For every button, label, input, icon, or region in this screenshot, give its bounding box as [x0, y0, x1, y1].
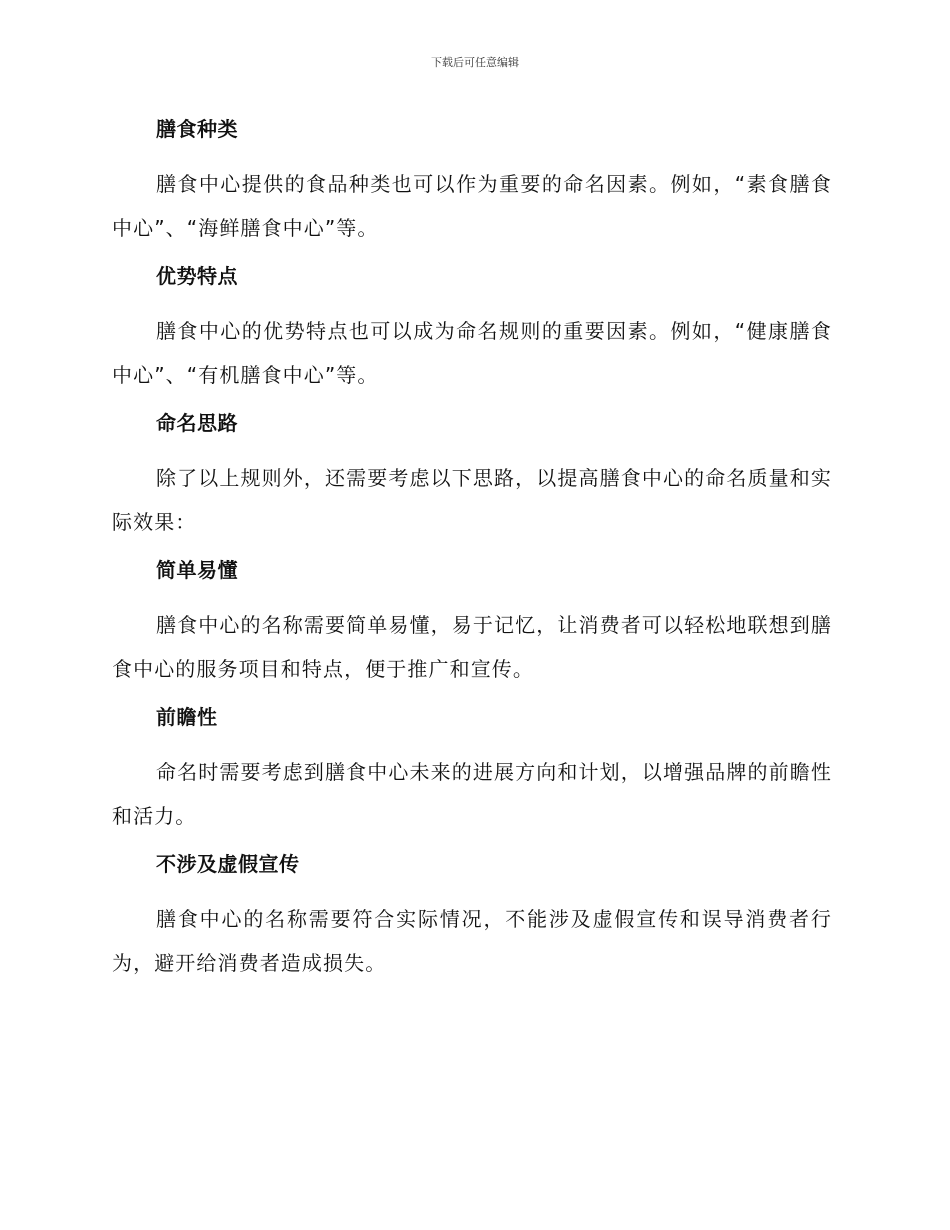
- section-paragraph: 命名时需要考虑到膳食中心未来的进展方向和计划，以增强品牌的前瞻性和活力。: [112, 760, 832, 828]
- section-meal-types: [112, 112, 832, 259]
- section-paragraph: 除了以上规则外，还需要考虑以下思路，以提高膳食中心的命名质量和实际效果：: [112, 466, 832, 534]
- section-paragraph: 膳食中心的优势特点也可以成为命名规则的重要因素。例如，“健康膳食中心”、“有机膳食中心”等。: [112, 319, 832, 387]
- section-paragraph: 膳食中心的名称需要简单易懂，易于记忆，让消费者可以轻松地联想到膳食中心的服务项目和特点，便于推广和宣传。: [112, 613, 832, 681]
- section-advantages: [112, 259, 832, 406]
- page-header: 下载后可任意编辑: [431, 56, 519, 69]
- section-heading: 优势特点: [156, 264, 238, 288]
- section-paragraph: 膳食中心提供的食品种类也可以作为重要的命名因素。例如，“素食膳食中心”、“海鲜膳食中心”等。: [112, 172, 832, 240]
- section-forward-looking: [112, 700, 832, 847]
- section-no-false-ads: [112, 847, 832, 985]
- document-body: [112, 112, 832, 985]
- section-heading: 膳食种类: [156, 117, 238, 141]
- section-heading: 简单易懂: [156, 558, 238, 582]
- section-naming-ideas: [112, 406, 832, 553]
- section-heading: 命名思路: [156, 411, 238, 435]
- section-heading: 不涉及虚假宣传: [156, 852, 300, 876]
- section-simple: [112, 553, 832, 700]
- section-heading: 前瞻性: [156, 705, 218, 729]
- section-paragraph: 膳食中心的名称需要符合实际情况，不能涉及虚假宣传和误导消费者行为，避开给消费者造成损失。: [112, 907, 832, 975]
